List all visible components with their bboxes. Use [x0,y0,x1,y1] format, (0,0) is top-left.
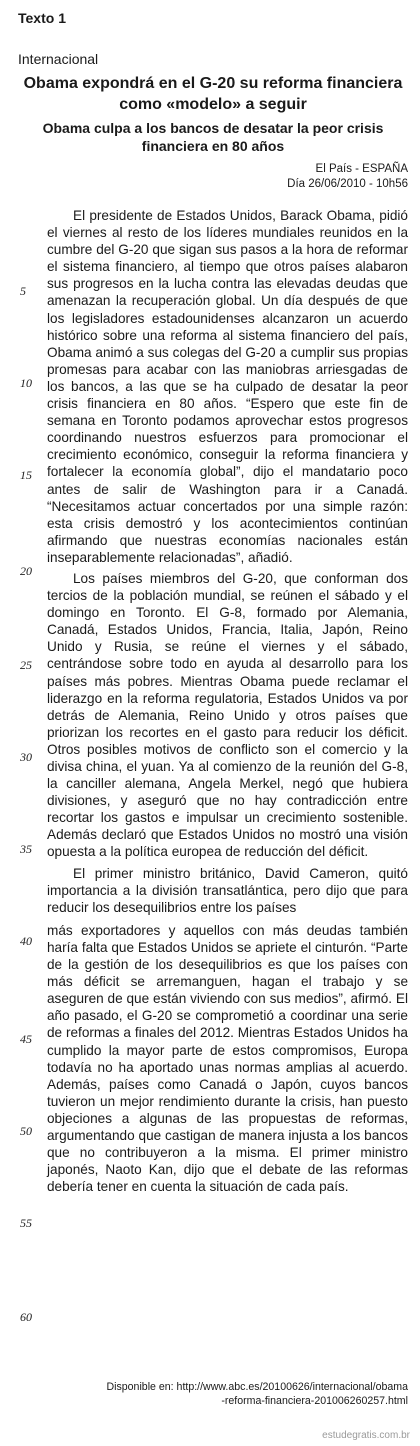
line-number-20: 20 [20,564,32,578]
article-subtitle: Obama culpa a los bancos de desatar la peor crisis financiera en 80 años [42,120,384,154]
line-number-45: 45 [20,1032,32,1046]
article-date: Día 26/06/2010 - 10h56 [287,178,408,190]
paragraph-1: El presidente de Estados Unidos, Barack Obama, pidió el viernes al resto de los líderes mundiales reunidos en la cumbre del G-20 que sigan sus pasos a la hora de reformar el sistema financiero, al tiempo que otros países alabaron sus progresos en la lucha contra las elevadas deudas que amenazan la recuperación global. Un día después de que los legisladores estadounidenses alcanzaron un acuerdo histórico sobre una reforma al sistema financiero del país, Obama animó a sus colegas del G-20 a cumplir sus propias promesas para acabar con las maniobras arriesgadas de los bancos, a las que se ha culpado de desatar la peor crisis financiera en 80 años. “Espero que este fin de semana en Toronto podamos aprovechar estos progresos coordinando nuestros esfuerzos para promocionar el crecimiento económico, conseguir la reforma financiera y fortalecer la economía global”, dijo el mandatario poco antes de salir de Washington para ir a Canadá. “Necesitamos actuar concertados por una simple razón: esta crisis demostró y los acontecimientos continúan afirmando que nuestras economías nacionales están inseparablemente relacionadas”, añadió. [47,208,408,565]
line-number-60: 60 [20,1310,32,1324]
line-number-15: 15 [20,468,32,482]
paragraph-3: El primer ministro británico, David Cameron, quitó importancia a la división transatlántica, pero dijo que para reducir los desequilibrios entre los países [47,865,408,915]
line-number-30: 30 [20,750,32,764]
paragraph-2: Los países miembros del G-20, que conforman dos tercios de la población mundial, se reúnen el sábado y el domingo en Toronto. El G-8, formado por Alemania, Canadá, Estados Unidos, Francia, Italia, Japón, Reino Unido y Rusia, se reúne el viernes y el sábado, centrándose sobre todo en ayuda al desarrollo para los países más pobres. Mientras Obama puede reclamar el liderazgo en la reforma regulatoria, Estados Unidos va por detrás de Alemania, Reino Unido y otros países que priorizan los recortes en el gasto para reducir los déficit. Otros posibles motivos de conflicto son el comercio y la divisa china, el yuan. Ya al comienzo de la reunión del G-8, la canciller alemana, Angela Merkel, negó que hubiera divisiones, y aseguró que no hay contradicción entre recortar los gastos e impulsar un crecimiento sostenible. Además declaró que Estados Unidos no mostró una visión opuesta a la política europea de reducción del déficit. [47,570,408,860]
article-body [47,207,408,1199]
line-number-35: 35 [20,842,32,856]
article-source: El País - ESPAÑA [315,163,408,175]
line-number-40: 40 [20,934,32,948]
source-citation [47,1380,408,1408]
watermark: estudegratis.com.br [322,1430,410,1441]
line-number-25: 25 [20,658,32,672]
line-number-55: 55 [20,1216,32,1230]
line-number-10: 10 [20,376,32,390]
source-line-2: -reforma-financiera-201006260257.html [221,1395,408,1407]
line-number-50: 50 [20,1124,32,1138]
section-name: Internacional [18,51,99,67]
source-line-1: Disponible en: http://www.abc.es/20100626/internacional/obama [106,1381,408,1393]
text-label: Texto 1 [18,10,66,26]
line-number-5: 5 [20,284,26,298]
article-title: Obama expondrá en el G-20 su reforma financiera como «modelo» a seguir [23,75,403,113]
paragraph-4: más exportadores y aquellos con más deudas también haría falta que Estados Unidos se apriete el cinturón. “Parte de la gestión de los desequilibrios es que los países con más déficit se arremanguen, hagan el trabajo y se aseguren de que están viviendo con sus medios”, afirmó. El año pasado, el G-20 se comprometió a coordinar una serie de reformas a finales del 2012. Mientras Estados Unidos ha cumplido la mayor parte de estos compromisos, Europa todavía no ha aportado unas normas amplias al acuerdo. Además, países como Canadá o Japón, cuyos bancos tuvieron un mejor rendimiento durante la crisis, han puesto objeciones a algunas de las propuestas de reformas, argumentando que castigan de manera injusta a los bancos que no contribuyeron a la misma. El primer ministro japonés, Naoto Kan, dijo que el debate de las reformas debería tener en cuenta la situación de cada país. [47,922,408,1195]
